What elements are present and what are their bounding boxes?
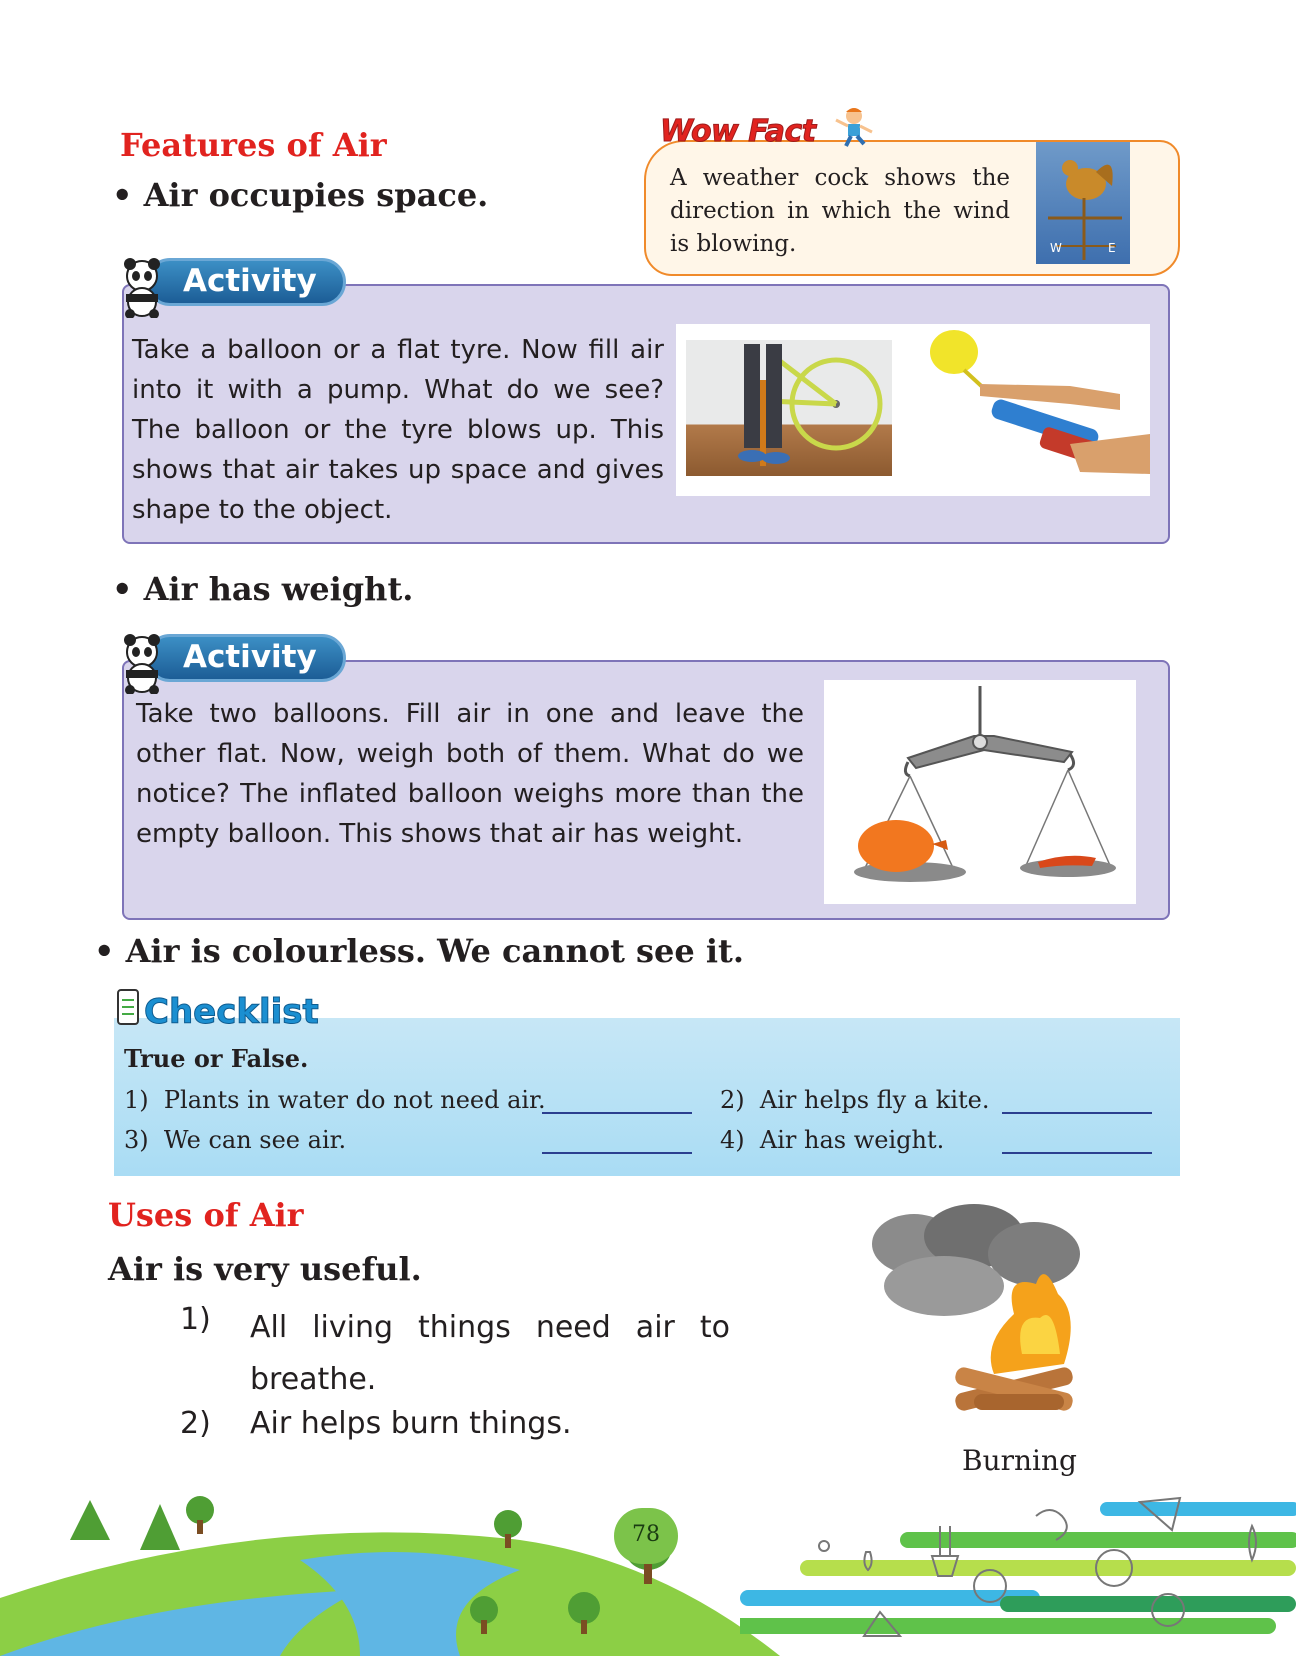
uses-item-1-text: All living things need air to breathe. (250, 1310, 730, 1397)
answer-blank-2[interactable] (1002, 1112, 1152, 1114)
svg-text:W: W (1050, 241, 1062, 255)
eco-icons-decoration (740, 1486, 1296, 1656)
activity-1-text: Take a balloon or a flat tyre. Now fill air into it with a pump. What do we see? The balloon or the tyre blows up. This shows that air takes up space and gives shape to the object. (132, 335, 664, 525)
checklist-subtitle: True or False. (124, 1044, 309, 1073)
page-number: 78 (614, 1508, 678, 1564)
bullet-air-occupies-space: • Air occupies space. (112, 176, 489, 214)
activity-label: Activity (183, 263, 317, 299)
bullet-dot: • (112, 570, 144, 608)
burning-fire-image (864, 1204, 1100, 1428)
bullet-dot: • (94, 932, 126, 970)
kid-mascot-icon (830, 106, 876, 148)
checklist-item: 1) Plants in water do not need air. (124, 1086, 546, 1114)
bullet-air-is-colourless: • Air is colourless. We cannot see it. (94, 932, 744, 970)
balloon-pump-photo (920, 324, 1150, 496)
balance-scale-image (824, 680, 1136, 904)
activity-2-text: Take two balloons. Fill air in one and leave the other flat. Now, weigh both of them. What do we notice? The inflated balloon weighs more than the empty balloon. This shows that air has weight. (136, 699, 804, 849)
bicycle-pump-image (676, 324, 1150, 496)
checklist-title: Checklist (144, 992, 319, 1032)
checklist-item: 4) Air has weight. (720, 1126, 945, 1154)
activity-tab-1 (146, 258, 346, 306)
uses-item-1-num: 1) (180, 1302, 211, 1337)
burning-caption: Burning (962, 1444, 1077, 1477)
uses-heading: Uses of Air (108, 1196, 304, 1234)
features-heading: Features of Air (120, 126, 387, 164)
checklist-item: 3) We can see air. (124, 1126, 347, 1154)
activity-label: Activity (183, 639, 317, 675)
uses-item-2-num: 2) (180, 1406, 211, 1441)
bicycle-photo (686, 340, 892, 476)
checklist-icon (116, 988, 140, 1026)
answer-blank-4[interactable] (1002, 1152, 1152, 1154)
wow-fact-title: Wow Fact (660, 114, 816, 149)
panda-icon (120, 258, 164, 318)
panda-icon (120, 634, 164, 694)
weather-cock-image (1036, 142, 1130, 264)
checklist-item: 2) Air helps fly a kite. (720, 1086, 990, 1114)
svg-text:E: E (1108, 241, 1116, 255)
landscape-decoration (0, 1480, 780, 1656)
wow-fact-text: A weather cock shows the direction in which the wind is blowing. (670, 165, 1010, 257)
bullet-dot: • (112, 176, 144, 214)
activity-tab-2 (146, 634, 346, 682)
bullet-air-has-weight: • Air has weight. (112, 570, 414, 608)
answer-blank-1[interactable] (542, 1112, 692, 1114)
answer-blank-3[interactable] (542, 1152, 692, 1154)
uses-item-2-text: Air helps burn things. (250, 1406, 572, 1441)
uses-intro: Air is very useful. (108, 1250, 422, 1288)
